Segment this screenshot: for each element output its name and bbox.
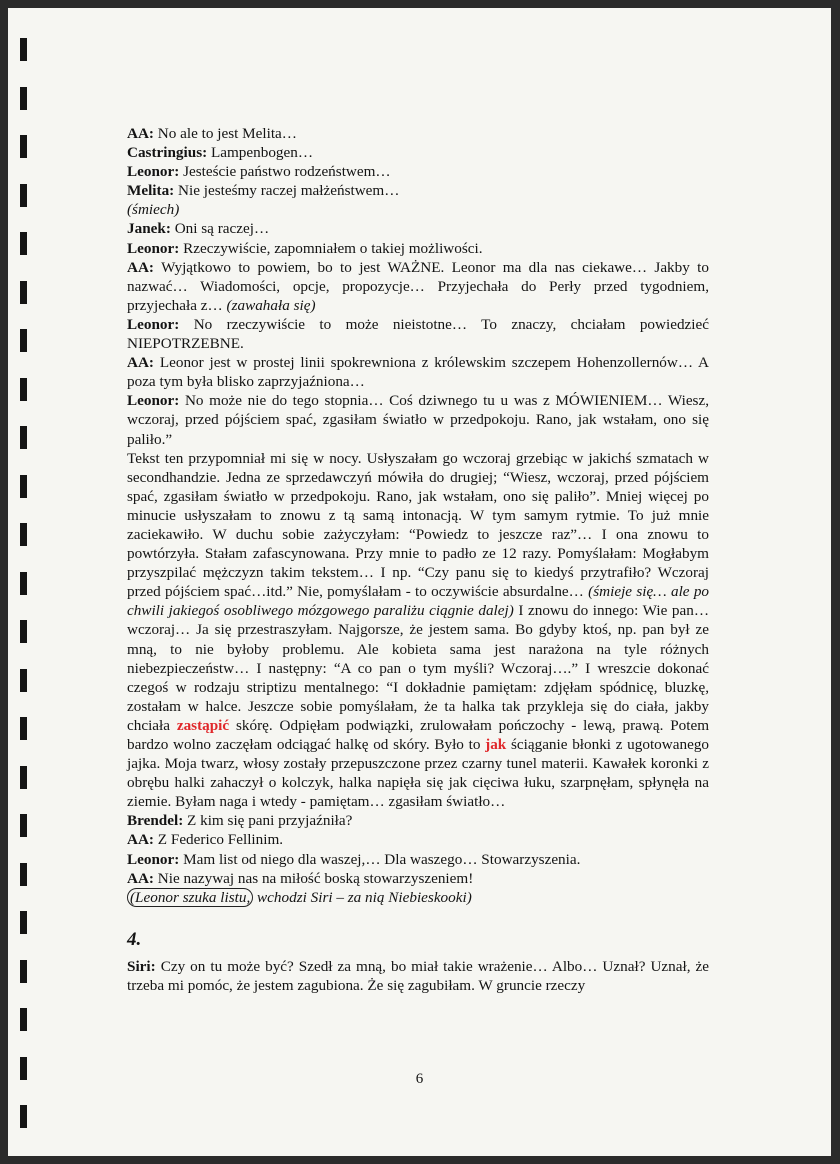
stage-direction: (śmieje się… ale po chwili jakiegoś osobliwego mózgowego paraliżu ciągnie dalej): [127, 583, 710, 620]
binding-hole: [20, 1008, 27, 1031]
page-sheet: [8, 8, 831, 1156]
binding-hole: [20, 281, 27, 304]
binding-hole: [20, 475, 27, 498]
dialogue-block-2: [127, 811, 709, 887]
binding-hole: [20, 814, 27, 837]
line-text: Oni są raczej…: [174, 220, 270, 238]
binding-hole: [20, 717, 27, 740]
binding-hole: [20, 329, 27, 352]
highlight-word: jak: [485, 736, 507, 753]
dialogue-line: [127, 850, 709, 869]
dialogue-line: [127, 315, 709, 353]
dialogue-line: [127, 830, 709, 849]
circled-annotation: (Leonor szuka listu,: [127, 888, 253, 907]
binding-hole: [20, 572, 27, 595]
line-text: Rzeczywiście, zapomniałem o takiej możliwości.: [183, 239, 483, 257]
dialogue-block-1: [127, 124, 709, 449]
dialogue-line: [127, 811, 709, 830]
script-text: [127, 124, 709, 995]
binding-hole: [20, 620, 27, 643]
line-text: Leonor jest w prostej linii spokrewniona z królewskim szczepem Hohenzollernów… A poza tym była blisko zaprzyjaźniona…: [127, 354, 709, 391]
speaker-name: Melita:: [127, 182, 175, 200]
speaker-name: Siri:: [127, 957, 156, 975]
line-text: No rzeczywiście to może nieistotne… To znaczy, chciałam powiedzieć NIEPOTRZEBNE.: [127, 315, 709, 353]
page-number: 6: [415, 1071, 424, 1087]
dialogue-line: [127, 181, 709, 200]
highlight-word: zastąpić: [176, 716, 230, 734]
line-text: Mam list od niego dla waszej,… Dla waszego… Stowarzyszenia.: [183, 850, 581, 868]
speaker-name: AA:: [127, 125, 154, 142]
line-text: No może nie do tego stopnia… Coś dziwnego tu u was z MÓWIENIEM… Wiesz, wczoraj, przed pójściem spać, zgasiłam światło w przedpokoju. Rano, jak wstałam, ono się paliło.”: [127, 392, 710, 448]
speaker-name: Leonor:: [127, 392, 180, 410]
speaker-name: Janek:: [127, 220, 171, 238]
line-text: Z kim się pani przyjaźniła?: [187, 812, 353, 830]
speaker-name: Brendel:: [127, 812, 184, 830]
speaker-name: AA:: [127, 831, 154, 849]
binding-hole: [20, 863, 27, 886]
speaker-name: Leonor:: [127, 239, 180, 257]
dialogue-line: [127, 258, 709, 315]
scene-heading: 4.: [127, 928, 142, 950]
speaker-name: Castringius:: [127, 144, 208, 162]
line-text: Wyjątkowo to powiem, bo to jest WAŻNE. Leonor ma dla nas ciekawe… Jakby to nazwać… Wiadomości, opcje, propozycje… Przyjechała do Perły przed tygodniem, przyjechała z…: [127, 258, 709, 314]
dialogue-line: [127, 162, 709, 181]
binding-hole: [20, 766, 27, 789]
line-text: Jesteście państwo rodzeństwem…: [183, 163, 391, 181]
binding-hole: [20, 1105, 27, 1128]
binding-hole: [20, 669, 27, 692]
line-text: Czy on tu może być? Szedł za mną, bo miał takie wrażenie… Albo… Uznał? Uznał, że trzeba mi pomóc, że jestem zagubiona. Że się zagubiłam. W gruncie rzeczy: [127, 957, 709, 994]
stage-direction: (zawahała się): [226, 296, 316, 314]
line-text: Z Federico Fellinim.: [157, 831, 284, 849]
dialogue-line: [127, 869, 709, 888]
monologue: Tekst ten przypomniał mi się w nocy. Usłyszałam go wczoraj grzebiąc w jakichś szmatach w secondhandzie. Jedna ze sprzedawczyń mówiła do drugiej; “Wiesz, wczoraj, przed pójściem spać, zgasiłam światło w przedpokoju. Rano, jak wstałam, ono się paliło”. Mniej więcej po minucie usłyszałam to znowu z tą samą intonacją. W tym samym rytmie. To już mnie zaciekawiło. W duchu sobie zażyczyłam: “Powiedz to jeszcze raz”… I ona znowu to powtórzyła. Stałam zafascynowana. Przy mnie to padło ze 12 razy. Pomyślałam: Mogłabym przyszpilać mężczyzn takim tekstem… I np. “Czy panu się to kiedyś przytrafiło? Wczoraj przed pójściem spać…itd.” Nie, pomyślałam - to oczywiście absurdalne… (śmieje się… ale po chwili jakiegoś osobliwego mózgowego paraliżu ciągnie dalej) I znowu do innego: Wie pan… wczoraj… Ja się przestraszyłam. Najgorsze, że jestem sama. Bo gdyby ktoś, np. pan był ze mną, to nie byłoby problemu. Ale kobieta sama jest narażona na tyle różnych niebezpieczeństw… I następny: “A co pan o tym myśli? Wczoraj….” I wreszcie dokonać czegoś w rodzaju striptizu mentalnego: “I dokładnie pamiętam: zdjęłam spódnicę, bluzkę, zostałam w halce. Jeszcze sobie pomyślałam, że ta halka tak przykleja się do ciała, jakby chciała zastąpić skórę. Odpięłam podwiązki, zrulowałam pończochy - lewą, prawą. Potem bardzo wolno zaczęłam odciągać halkę od skóry. Było to jak ściąganie błonki z ugotowanego jajka. Moja twarz, włosy zostały przepuszczone przez czarny tunel materii. Kawałek koronki z obrębu halki zahaczył o kolczyk, halka napięła się jak cięciwa łuku, szarpnęłam, spłynęła na ziemie. Byłam naga i wtedy - pamiętam… zgasiłam światło…: [127, 449, 710, 811]
binding-hole: [20, 378, 27, 401]
binding-hole: [20, 426, 27, 449]
dialogue-line: [127, 957, 709, 995]
binding-holes: [20, 8, 34, 1156]
binding-hole: [20, 87, 27, 110]
dialogue-line: [127, 143, 709, 162]
line-text: Nie nazywaj nas na miłość boską stowarzyszeniem!: [157, 869, 474, 887]
stage-direction: [127, 200, 709, 219]
dialogue-line: [127, 124, 709, 143]
binding-hole: [20, 38, 27, 61]
speaker-name: Leonor:: [127, 163, 180, 181]
speaker-name: AA:: [127, 354, 154, 372]
line-text: Lampenbogen…: [210, 144, 314, 162]
dialogue-line: [127, 391, 709, 448]
binding-hole: [20, 184, 27, 207]
line-text: Nie jesteśmy raczej małżeństwem…: [178, 182, 400, 200]
speaker-name: AA:: [127, 869, 154, 887]
binding-hole: [20, 960, 27, 983]
dialogue-line: [127, 353, 709, 391]
speaker-name: Leonor:: [127, 850, 180, 868]
dialogue-line: [127, 239, 709, 258]
final-stage-direction: (Leonor szuka listu, wchodzi Siri – za nią Niebieskooki): [127, 888, 709, 907]
stage-direction-text: (śmiech): [127, 201, 180, 219]
speaker-name: AA:: [127, 258, 154, 276]
binding-hole: [20, 135, 27, 158]
dialogue-line: [127, 219, 709, 238]
binding-hole: [20, 911, 27, 934]
binding-hole: [20, 232, 27, 255]
line-text: No ale to jest Melita…: [157, 125, 297, 142]
binding-hole: [20, 523, 27, 546]
speaker-name: Leonor:: [127, 315, 180, 333]
